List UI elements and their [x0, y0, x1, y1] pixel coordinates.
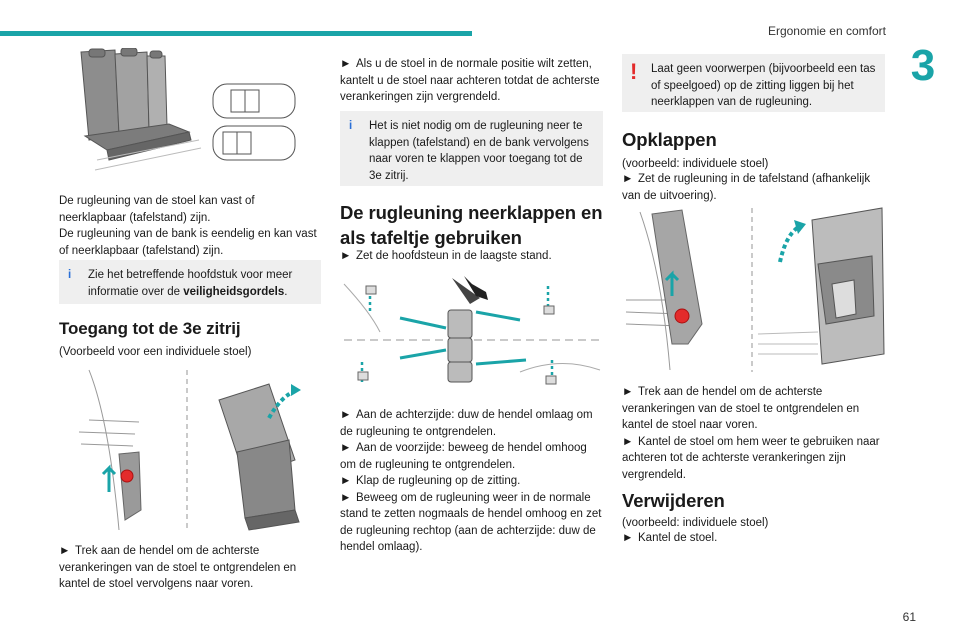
col2-step-headrest-text: Zet de hoofdsteun in de laagste stand.: [356, 250, 552, 262]
section-subtitle-third-row: (Voorbeeld voor een individuele stoel): [59, 346, 252, 358]
bench-seat-illustration: [59, 48, 319, 180]
section-subtitle-remove: (voorbeeld: individuele stoel): [622, 517, 769, 529]
col2-steps-list: [340, 407, 605, 556]
col2-step-2: [340, 440, 605, 473]
arrow-icon: ►: [340, 58, 352, 70]
col2-step-3-text: Klap de rugleuning op de zitting.: [356, 475, 521, 487]
section-subtitle-fold-up: (voorbeeld: individuele stoel): [622, 158, 769, 170]
section-heading-fold-up: Opklappen: [622, 129, 717, 150]
info-note-text: Zie het betreffende hoofdstuk voor meer informatie over de: [88, 269, 293, 298]
arrow-icon: ►: [340, 475, 352, 487]
col2-step-1-text: Aan de achterzijde: duw de hendel omlaag om de rugleuning te ontgrendelen.: [340, 409, 593, 438]
col2-step-4-text: Beweeg om de rugleuning weer in de normale stand te zetten nogmaals de hendel omhoog en zet de rugleuning rechtop (aan de achterzijde: duw de hendel omlaag).: [340, 491, 602, 553]
col3-step-2: [622, 434, 887, 484]
header-accent-bar: [0, 31, 472, 36]
arrow-icon: ►: [59, 545, 71, 557]
col3-step-tilt: [622, 530, 887, 547]
arrow-icon: ►: [622, 435, 634, 448]
section-heading-third-row: Toegang tot de 3e zitrij: [59, 319, 241, 338]
arrow-icon: ►: [340, 442, 352, 454]
info-icon: i: [349, 120, 353, 132]
col2-step-normal: [340, 56, 605, 106]
section-heading-remove: Verwijderen: [622, 490, 725, 511]
seat-fold-up-illustration: [622, 204, 887, 374]
arrow-icon: ►: [340, 250, 352, 262]
col3-step-table-text: Zet de rugleuning in de tafelstand (afhankelijk van de uitvoering).: [622, 173, 871, 202]
col3-step-2-text: Kantel de stoel om hem weer te gebruiken naar achteren tot de achterste verankeringen zijn vergrendeld.: [622, 435, 880, 481]
warning-note: [622, 54, 885, 112]
chapter-title: Ergonomie en comfort: [767, 24, 886, 38]
chapter-number: 3: [910, 41, 936, 90]
arrow-icon: ►: [340, 491, 352, 504]
col3-step-1: [622, 384, 887, 434]
col1-step-1-text: Trek aan de hendel om de achterste verankeringen van de stoel te ontgrendelen en kantel de stoel vervolgens naar voren.: [59, 545, 297, 590]
col2-step-2-text: Aan de voorzijde: beweeg de hendel omhoog om de rugleuning te ontgrendelen.: [340, 442, 587, 471]
col2-step-normal-text: Als u de stoel in de normale positie wilt zetten, kantelt u de stoel naar achteren totdat de achterste verankeringen zijn vergrendeld.: [340, 58, 600, 103]
info-note-bold: veiligheidsgordels: [183, 285, 285, 298]
seat-tilt-illustration: [69, 360, 321, 535]
info-note-seatbelts: [59, 260, 321, 304]
warning-icon: !: [630, 59, 638, 84]
backrest-table-illustration: [340, 272, 605, 400]
col1-paragraph-1: De rugleuning van de stoel kan vast of neerklapbaar (tafelstand) zijn.: [59, 195, 255, 224]
arrow-icon: ►: [622, 386, 634, 398]
warning-note-text: Laat geen voorwerpen (bijvoorbeeld een tas of speelgoed) op de zitting liggen bij het neerklappen van de rugleuning.: [651, 63, 876, 108]
col2-step-headrest: [340, 248, 605, 265]
col2-step-3: [340, 473, 605, 490]
page-number: 61: [902, 610, 916, 624]
arrow-icon: ►: [340, 409, 352, 421]
arrow-icon: ►: [622, 532, 634, 544]
section-heading-table: De rugleuning neerklappen en als tafeltje gebruiken: [340, 202, 603, 248]
col1-paragraph-2: De rugleuning van de bank is eendelig en kan vast of neerklapbaar (tafelstand) zijn.: [59, 228, 317, 257]
col3-step-1-text: Trek aan de hendel om de achterste verankeringen van de stoel te ontgrendelen en kantel de stoel naar voren.: [622, 386, 860, 431]
col2-step-1: [340, 407, 605, 440]
info-icon: i: [68, 269, 72, 281]
col1-step-1: [59, 543, 321, 593]
info-note-end: .: [284, 285, 288, 298]
info-note-third-row: [340, 111, 603, 186]
info-note-text: Het is niet nodig om de rugleuning neer te klappen (tafelstand) en de bank vervolgens naar voren te klappen voor toegang tot de 3e zitrij.: [369, 120, 589, 182]
col3-step-table: [622, 171, 887, 204]
col3-step-tilt-text: Kantel de stoel.: [638, 532, 718, 544]
col2-step-4: [340, 490, 605, 556]
col3-steps-list: [622, 384, 887, 483]
arrow-icon: ►: [622, 173, 634, 185]
